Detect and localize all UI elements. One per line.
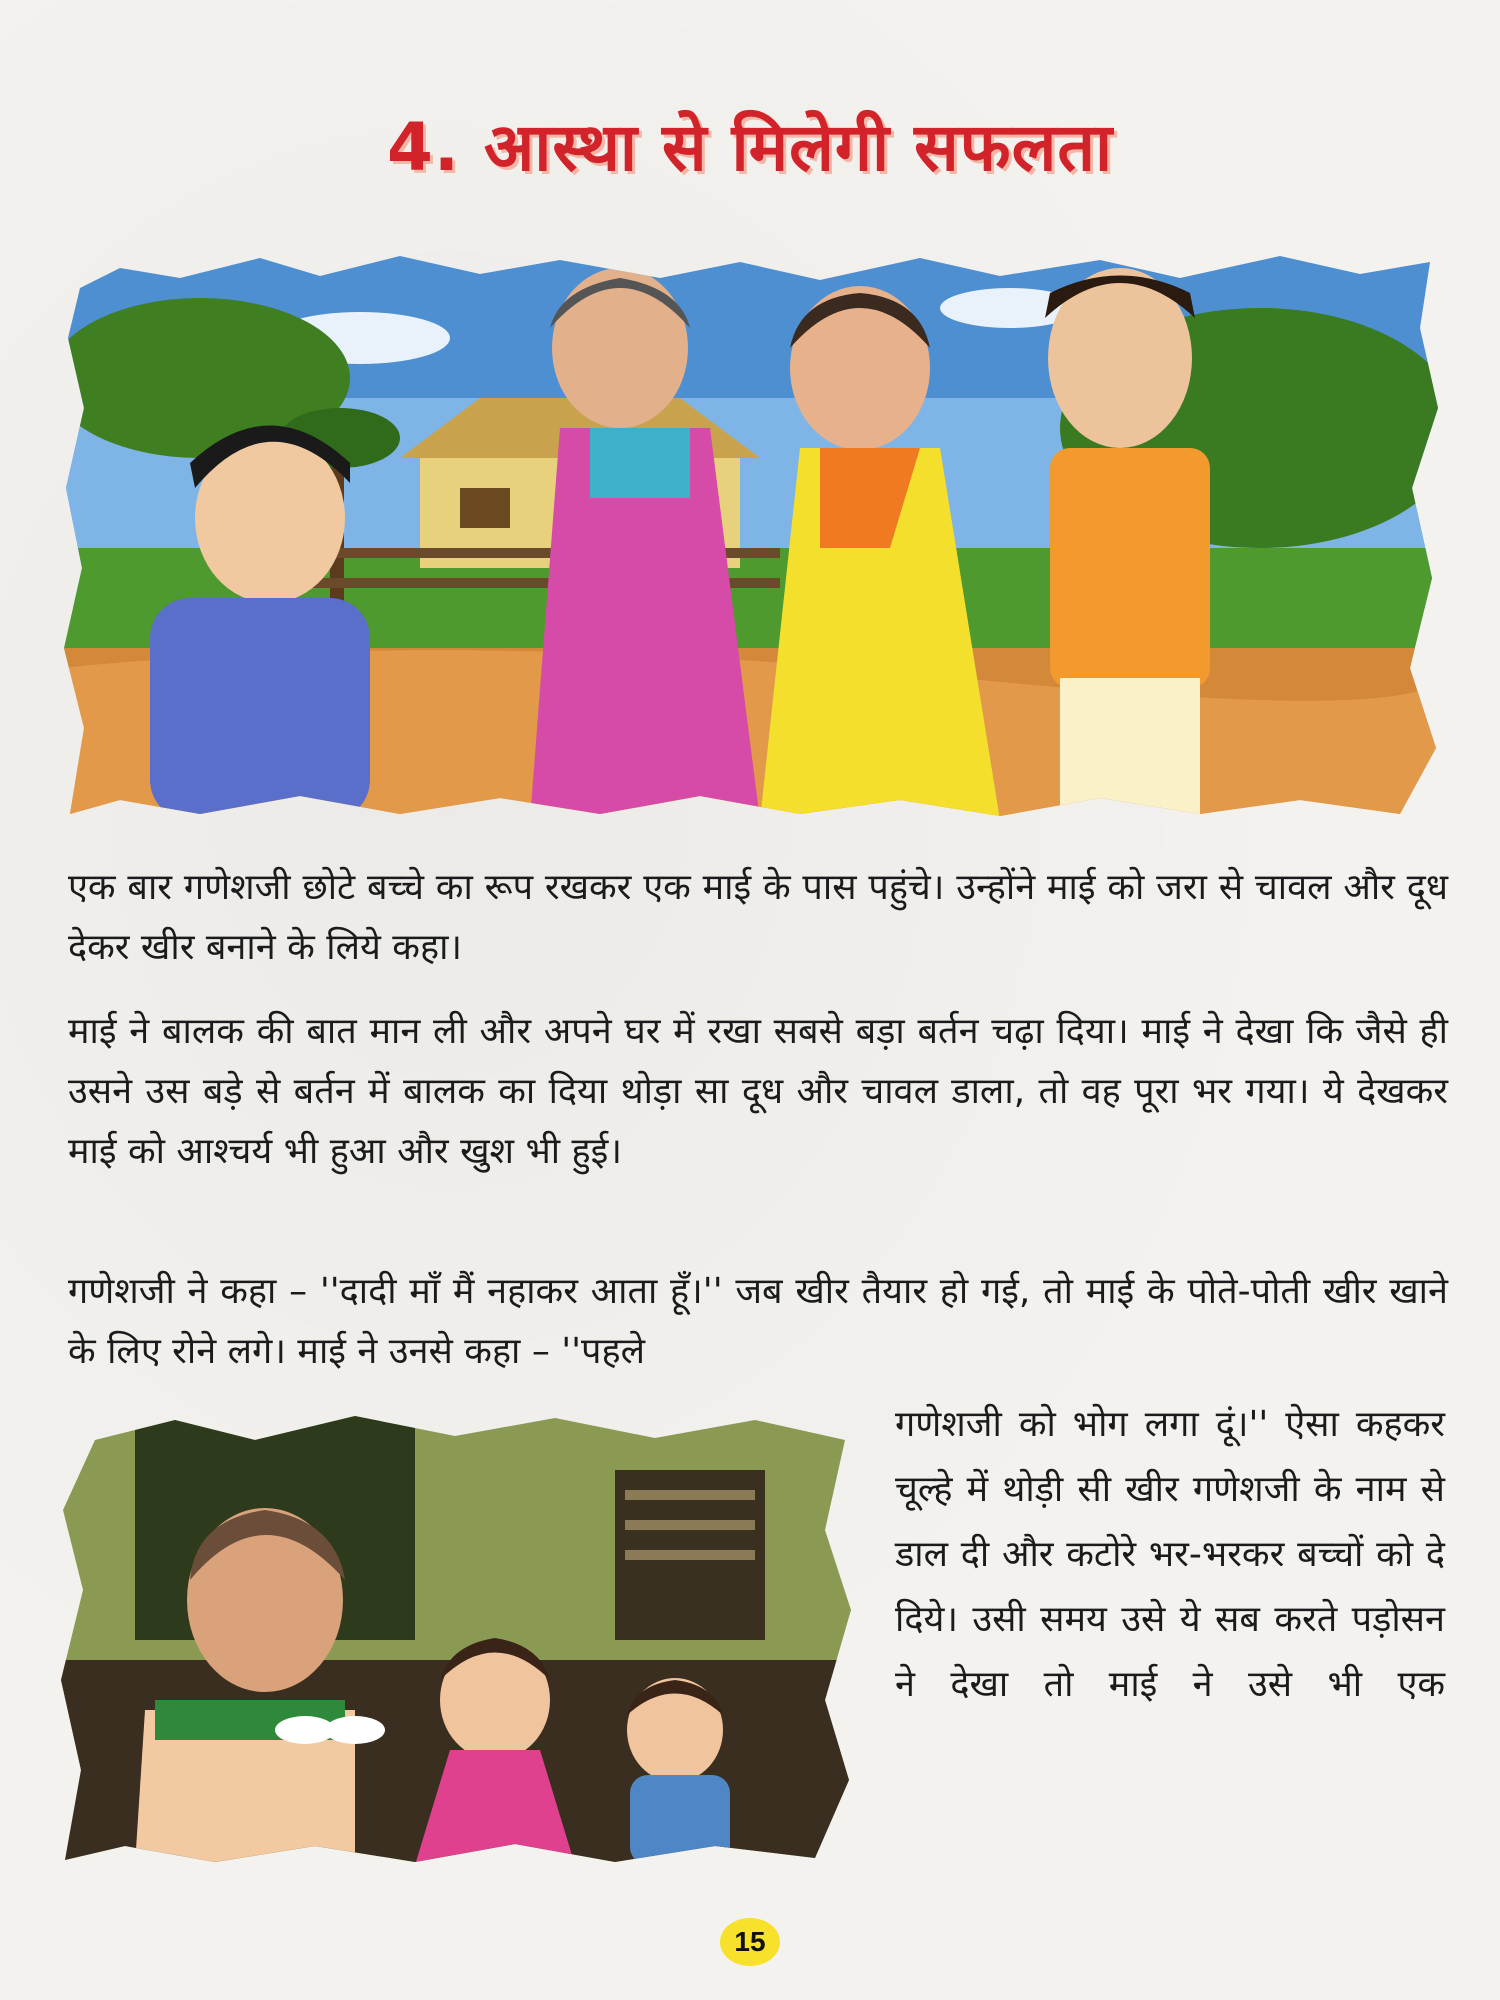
grandmother-children-illustration: [55, 1410, 855, 1865]
village-scene-illustration: [60, 248, 1440, 820]
story-title: 4. आस्था से मिलेगी सफलता: [386, 109, 1114, 186]
page-number-badge: 15: [720, 1918, 780, 1966]
paragraph-1: एक बार गणेशजी छोटे बच्चे का रूप रखकर एक माई के पास पहुंचे। उन्होंने माई को जरा से चावल और दूध देकर खीर बनाने के लिये कहा।: [68, 867, 1448, 968]
paragraph-3: गणेशजी ने कहा – ''दादी माँ मैं नहाकर आता हूँ।'' जब खीर तैयार हो गई, तो माई के पोते-पोती खीर खाने के लिए रोने लगे। माई ने उनसे कहा – ''पहले: [68, 1271, 1448, 1372]
paragraph-2: माई ने बालक की बात मान ली और अपने घर में रखा सबसे बड़ा बर्तन चढ़ा दिया। माई ने देखा कि जैसे ही उसने उस बड़े से बर्तन में बालक का दिया थोड़ा सा दूध और चावल डाला, तो वह पूरा भर गया। ये देखकर माई को आश्चर्य भी हुआ और खुश भी हुई।: [68, 1011, 1448, 1172]
side-column-text: गणेशजी को भोग लगा दूं।'' ऐसा कहकर चूल्हे में थोड़ी सी खीर गणेशजी के नाम से डाल दी और कटोरे भर-भरकर बच्चों को दे दिये। उसी समय उसे ये सब करते पड़ोसन ने देखा तो माई ने उसे भी एक: [895, 1404, 1445, 1705]
